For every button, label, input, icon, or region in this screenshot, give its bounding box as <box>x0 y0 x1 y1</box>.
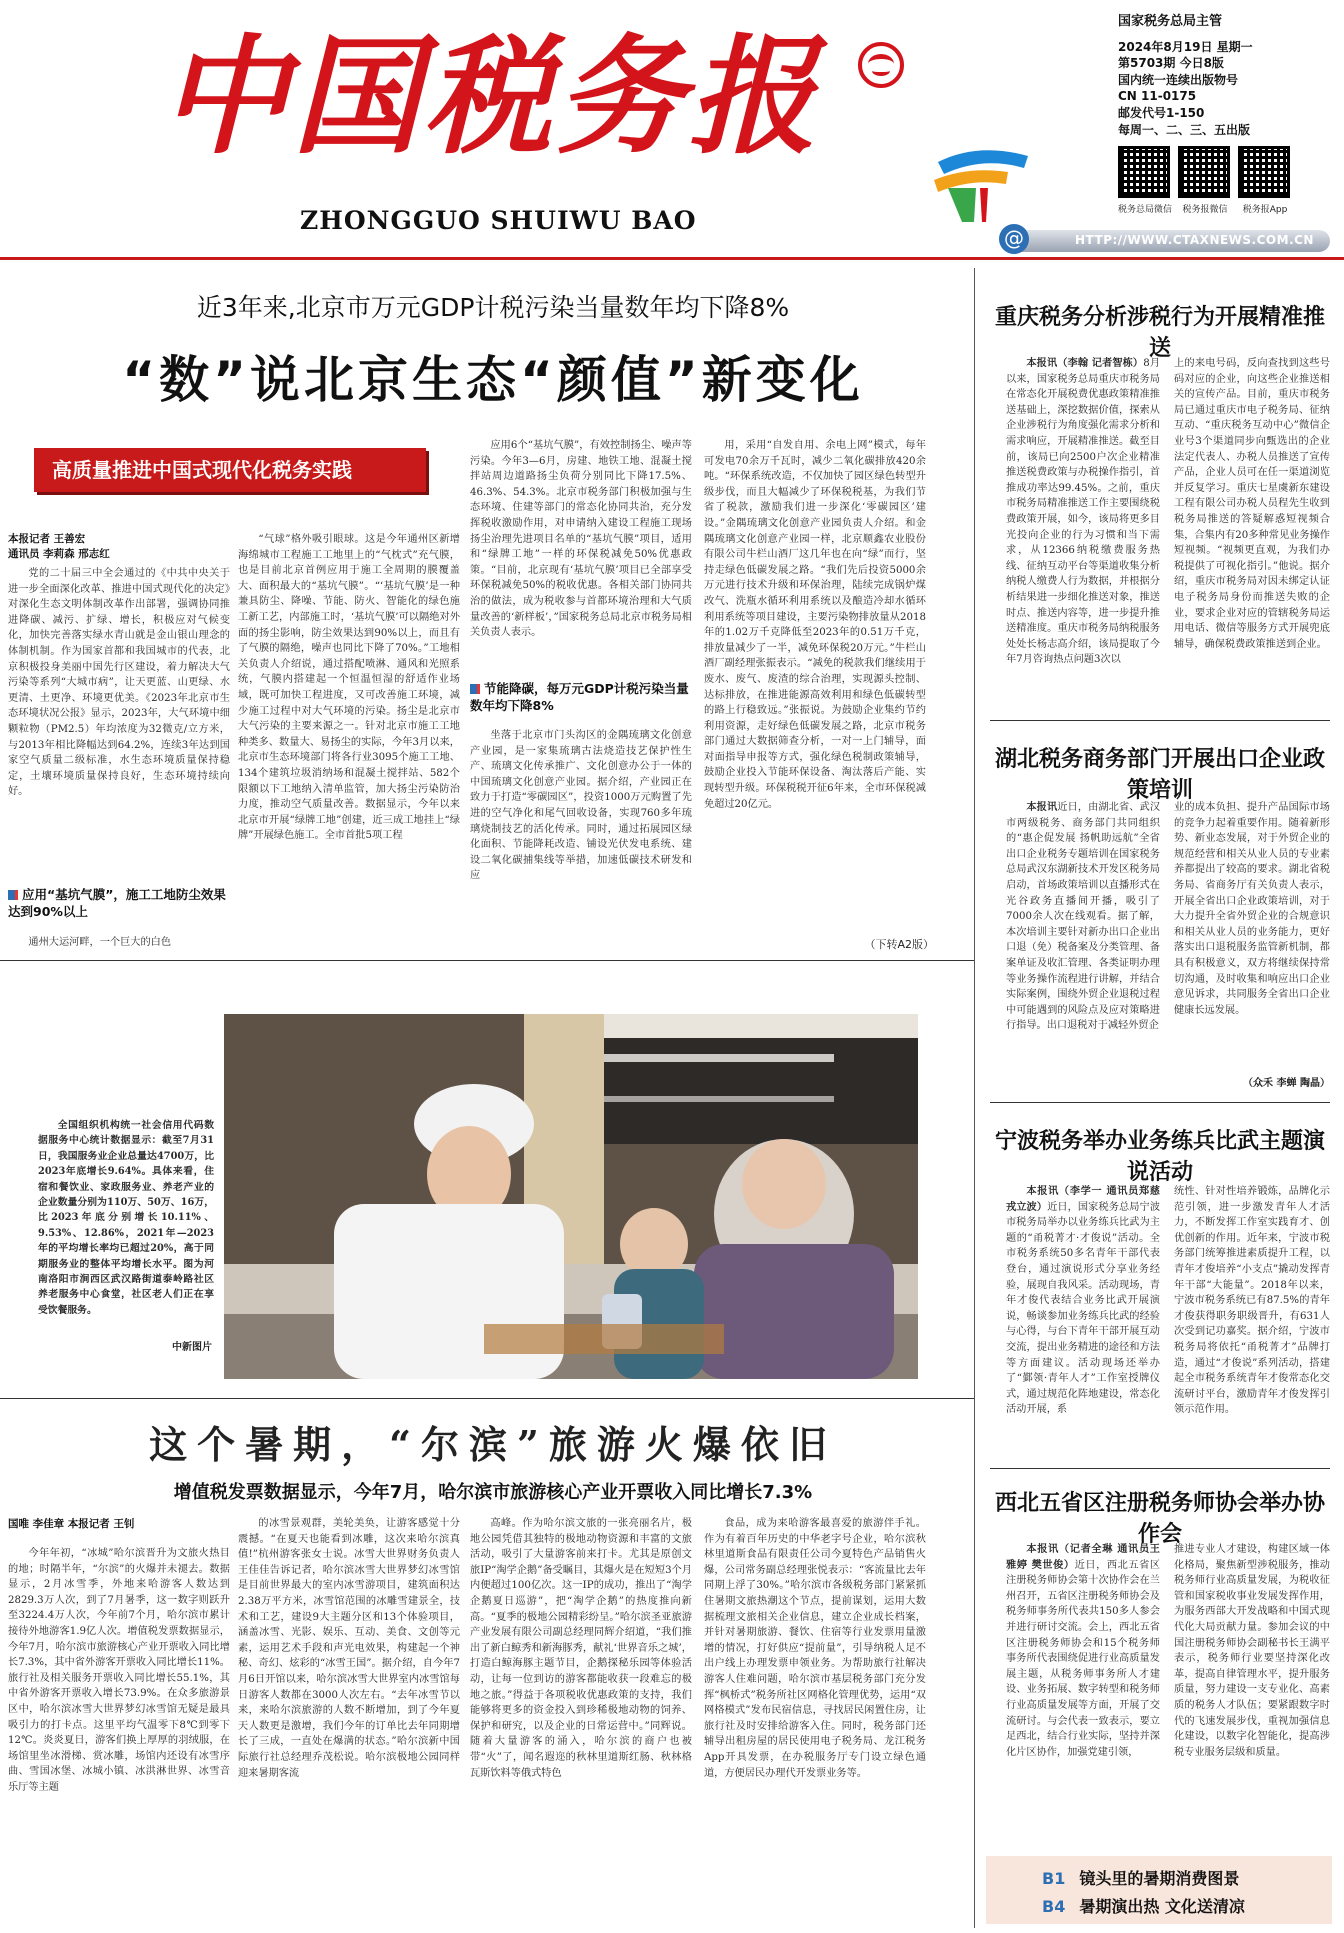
qr-code-icon <box>1238 146 1290 198</box>
story-byline: 本报讯（李翰 记者智栋） <box>1026 358 1144 369</box>
sidebar-col: 本报讯近日，由湖北省、武汉市两级税务、商务部门共同组织的“惠企促发展 扬帆助远航”全省出口企业税务专题培训在国家税务总局武汉东湖新技术开发区税务局启动，首场政策培训以直播形式在光谷政务直播间开播，吸引了7000余人次在线观看。据了解，本次培训主要针对新办出口企业出口退（免）税备案及分类管理、备案单证及收汇管理、各类证明办理等业务操作流程进行讲解，并结合实际案例，围绕外贸企业退税过程中可能遇到的风险点及应对策略进行指导。出口退税对于减轻外贸企 <box>1006 802 1160 1032</box>
frequency: 每周一、二、三、五出版 <box>1118 122 1251 137</box>
sidebar-col: 上的来电号码，反向查找到这些号码对应的企业，向这些企业推送相关的宣传产品。目前，重庆市税务局已通过重庆市电子税务局、征纳互动、“重庆税务互动中心”微信企业号3个渠道同步向甄选出的企业法定代表人、办税人员推送了宣传产品，企业人员可在任一渠道浏览并反复学习。重庆七星虞新东建设工程有限公司办税人员程先生收到税务局推送的答疑解惑短视频合集，合集内有20多种常见业务操作短视频。“视频更直观，为我们办税提供了可视化指引。”他说。据介绍，重庆市税务局对因未绑定认证电子税务局身份而推送失败的企业，要求企业对应的管辖税务局运用电话、微信等服务方式开展兜底辅导，确保税费政策推送到企业。 <box>1174 358 1330 650</box>
lead-col-3: 应用6个“基坑气膜”，有效控制扬尘、噪声等污染。今年3—6月，房建、地铁工地、混凝土搅拌站周边道路扬尘负荷分别同比下降17.5%、46.3%、54.3%。北京市税务部门积极加强与生态环境、住建等部门的常态化协同共治，充分发挥税收激励作用，对申请纳入建设工程施工现场扬尘治理先进项目名单的“基坑气膜”项目，适用和“绿牌工地”一样的环保税减免50%优惠政策。“目前，北京现有‘基坑气膜’项目已全部享受环保税减免50%的税收优惠。各相关部门协同共治的做法，成为税收参与首都环境治理和大气质量改善的‘新样板’，”国家税务总局北京市税务局相关负责人表示。 <box>470 440 692 639</box>
story-byline: 本报讯（李学一 通讯员郑慈 戎立波） <box>1006 1186 1160 1213</box>
lead-subhead-1: 应用“基坑气膜”，施工工地防尘效果达到90%以上 <box>8 887 226 919</box>
lead-byline: 本报记者 王善宏 通讯员 李莉森 邢志红 <box>8 533 110 560</box>
subhead-marker-icon <box>8 890 18 900</box>
sidebar-headline-chongqing: 重庆税务分析涉税行为开展精准推送 <box>994 305 1325 361</box>
harbin-title: 这个暑期，“尔滨”旅游火爆依旧 <box>149 1422 837 1467</box>
page-index <box>986 1856 1332 1924</box>
lead-col-4: 用，采用“自发自用、余电上网”模式，每年可发电70余万千瓦时，减少二氧化碳排放420余吨。“环保系统改造，不仅加快了园区绿色转型升级步伐，而且大幅减少了环保税税基，为我们节省了税款，激励我们进一步深化‘零碳园区’建设。”金隅琉璃文化创意产业园负责人介绍。和金隅琉璃文化创意产业园一样，北京顺鑫农业股份有限公司牛栏山酒厂这几年也在向“绿”而行，坚持走绿色低碳发展之路。“我们先后投资5000余万元进行技术升级和环保治理，陆续完成锅炉煤改气、洗瓶水循环利用系统以及酿造冷却水循环利用系统等项目建设，主要污染物排放量从2018年的1.02万千克降低至2023年的0.51万千克，排放量减少了一半，减免环保税20万元。”牛栏山酒厂副经理张振表示。“减免的税款我们继续用于废水、废气、废渣的综合治理，实现源头控制、达标排放，在推进能源高效利用和绿色低碳转型的路上行稳致远。”张振说。为鼓励企业集约节约利用资源，走好绿色低碳发展之路，北京市税务部门通过大数据筛查分析，一对一上门辅导，面对面指导申报等方式，强化绿色税制政策辅导，鼓励企业投入节能环保设备、淘汰落后产能、实现转型升级。环保税税开征6年来，全市环保税减免超过20亿元。 <box>704 440 926 810</box>
story-signature: （众禾 李蝉 陶晶） <box>1243 1078 1330 1089</box>
sidebar-headline-northwest: 西北五省区注册税务师协会举办协作会 <box>994 1491 1325 1547</box>
masthead-pinyin: ZHONGGUO SHUIWU BAO <box>300 206 697 235</box>
index-page: B1 <box>1042 1869 1066 1888</box>
qr-label: 税务报App <box>1242 205 1288 215</box>
harbin-col-2: 的冰雪景观群，美轮美奂，让游客感觉十分震撼。“在夏天也能看到冰雕，这次来哈尔滨真值!”杭州游客张女士说。冰雪大世界财务负责人王佳佳告诉记者，哈尔滨冰雪大世界梦幻冰雪馆是目前世界最大的室内冰雪游项目，建筑面积达2.38万平方米，冰雪馆范围的冰雕雪建景全，技术和工艺，建设9大主题分区和13个体验项目，涵盖冰雪、光影、娱乐、互动、美食、文创等元素，运用艺术手段和声光电效果，构建起一个神秘、奇幻、炫彩的“冰雪王国”。据介绍，自今年7月6日开馆以来，哈尔滨冰雪大世界室内冰雪馆每日游客人数都在3000人次左右。“去年冰雪节以来，来哈尔滨旅游的人数不断增加，到了今年夏天人数更是激增，我们今年的订单比去年同期增长了三成，一直处在爆满的状态。”哈尔滨新中国际旅行社总经理乔茂松说。哈尔滨极地公园同样迎来暑期客流 <box>238 1518 460 1779</box>
masthead-info <box>1118 14 1328 138</box>
lead-kicker: 近3年来,北京市万元GDP计税污染当量数年均下降8% <box>196 293 790 322</box>
qr-label: 税务总局微信 <box>1117 205 1172 215</box>
qr-group <box>1118 146 1328 216</box>
harbin-byline: 国唯 李佳章 本报记者 王钊 <box>8 1518 135 1530</box>
sidebar-story-ningbo <box>1006 1184 1330 1460</box>
cn-number: CN 11-0175 <box>1118 89 1197 104</box>
sidebar-rule <box>990 1468 1330 1469</box>
qr-code-icon <box>1118 146 1170 198</box>
index-title: 镜头里的暑期消费图景 <box>1079 1869 1240 1888</box>
sidebar-headline-hubei: 湖北税务商务部门开展出口企业政策培训 <box>994 747 1325 803</box>
section-rule <box>0 1398 974 1399</box>
sponsor: 国家税务总局主管 <box>1118 14 1223 29</box>
sidebar-col: 本报讯（记者全琳 通讯员王雅婷 樊世俊）近日，西北五省区注册税务师协会第十次协作会在兰州召开，五省区注册税务师协会及税务师事务所代表共150多人参会并进行研讨交流。会上，西北五省区注册税务师协会和15个税务师事务所代表围绕促进行业高质量发展主题，从税务师事务所人才建设、业务拓展、数字转型和税务师行业高质量发展等方面，开展了交流研讨。与会代表一致表示，要立足西北，结合行业实际，坚持并深化片区协作，加强党建引领， <box>1006 1544 1160 1758</box>
harbin-col-4: 食品，成为来哈游客最喜爱的旅游伴手礼。作为有着百年历史的中华老字号企业，哈尔滨秋林里道斯食品有限责任公司今夏特色产品销售火爆，公司常务副总经理张悦表示：“客流量比去年同期上浮了30%。”哈尔滨市各级税务部门紧紧抓住暑期文旅热潮这个节点，提前谋划，运用大数据梳理文旅相关企业信息，建立企业成长档案，并针对暑期旅游、餐饮、住宿等行业发票用量激增的情况，打好供应“提前量”，引导纳税人足不出户线上办理发票申领业务。为帮助旅行社解决游客人住难问题，哈尔滨市基层税务部门充分发挥“枫桥式”税务所社区网格化管理优势，运用“双网格模式”发布民宿信息，寻找居民闲置住房，让旅行社及时安排给游客入住。同时，税务部门还辅导出租房屋的居民使用电子税务局、龙江税务App开具发票，在办税服务厅专门设立绿色通道，方便居民办理代开发票业务等。 <box>704 1518 926 1779</box>
url-bar[interactable] <box>1004 226 1330 252</box>
section-rule <box>0 960 974 961</box>
masthead-rule <box>0 257 1344 260</box>
lead-subhead-2: 节能降碳，每万元GDP计税污染当量数年均下降8% <box>470 681 689 713</box>
sidebar-divider <box>974 268 975 1928</box>
masthead <box>0 0 1344 255</box>
harbin-col-1: 今年年初，“冰城”哈尔滨晋升为文旅火热目的地；时隔半年，“尔滨”的火爆并未褪去。数据显示，2月冰雪季，外地来哈游客人数达到2829.3万人次，到了7月暑季，这一数字则跃升至3224.4万人次，今年前7个月，哈尔滨市累计接待外地游客1.9亿人次。增值税发票数据显示，今年7月，哈尔滨市旅游核心产业开票收入同比增长7.3%，其中省外游客开票收入同比增长11%。旅行社及相关服务开票收入同比增长55.1%，其中省外游客开票收入增长73.9%。在众多旅游景区中，哈尔滨冰雪大世界梦幻冰雪馆无疑是最具吸引力的打卡点。这里平均气温零下8℃到零下12℃。炎炎夏日，游客们换上厚厚的羽绒服，在场馆里坐冰滑梯、赏冰雕，场馆内还设有冰雪序曲、雪国冰堡、冰城小镇、冰洪淋世界、冰雪音乐厅等主题 <box>8 1548 230 1793</box>
sidebar-col: 本报讯（李翰 记者智栋）8月以来，国家税务总局重庆市税务局在常态化开展税费优惠政策精准推送基础上，深挖数据价值，探索从企业涉税行为角度强化需求分析和需求响应，开展精准推送。截至目前，该局已向2500户次企业精准推送税费政策与办税操作指引，首推成功率达99.45%。之前，重庆市税务局精准推送工作主要围绕税费政策开展，如今，该局将更多目光投向企业的行为习惯和当下需求，从12366纳税缴费服务热线、征纳互动平台等渠道收集分析纳税人缴费人行为数据，并根据分析结果进一步细化推送对象，推送时点、推送内容等，进一步提升推送精准度。重庆市税务局纳税服务处处长杨志高介绍，该局提取了今年7月咨询热点问题3次以 <box>1006 358 1160 666</box>
sidebar-col: 业的成本负担、提升产品国际市场的竞争力起着重要作用。随着新形势、新业态发展，对于外贸企业的规范经营和相关从业人员的专业素养都提出了较高的要求。湖北省税务局、省商务厅有关负责人表示，开展全省出口企业政策培训，对于大力提升全省外贸企业的合规意识和相关从业人员的业务能力，更好落实出口退税服务监管新机制，都具有积极意义，双方将继续保持常切沟通，及时收集和响应出口企业意见诉求，共同服务全省出口企业健康长远发展。 <box>1174 802 1330 1016</box>
at-icon: @ <box>999 224 1029 254</box>
sidebar-rule <box>990 720 1330 721</box>
serial-label: 国内统一连续出版物号 <box>1118 72 1239 87</box>
story-byline: 本报讯 <box>1026 802 1058 813</box>
qr-label: 税务报微信 <box>1182 205 1228 215</box>
story-byline: 本报讯（记者全琳 通讯员王雅婷 樊世俊） <box>1006 1544 1160 1571</box>
lead-col-3b: 坐落于北京市门头沟区的金隅琉璃文化创意产业园，是一家集琉璃古法烧造技艺保护性生产、琉璃文化传承推广、文化创意办公于一体的中国琉璃文化创意产业园。据介绍，产业园正在致力于打造“零碳园区”，投资1000万元购置了先进的空气净化和尾气回收设备，实现760多年琉璃烧制技艺的活化传承。同时，通过拓展园区绿化面积、节能降耗改造、铺设光伏发电系统、建设二氧化碳捕集线等举措，加速低碳技术研发和应 <box>470 730 692 882</box>
sidebar-col: 本报讯（李学一 通讯员郑慈 戎立波）近日，国家税务总局宁波市税务局举办以业务练兵比武为主题的“甬税菁才·才俊说”活动。全市税务系统50多名青年干部代表登台，通过演说形式分享业务经验，展现自我风采。活动现场，青年才俊代表结合业务比武开展演说，畅谈参加业务练兵比武的经验与心得，与台下青年干部开展互动交流，提出业务精进的途径和方法等方面建议。活动现场还举办了“鄞领·青年人才”工作室授牌仪式，通过规范化阵地建设，常态化活动开展，系 <box>1006 1186 1160 1416</box>
sidebar-story-hubei <box>1006 800 1330 1090</box>
index-item[interactable] <box>1042 1866 1239 1889</box>
issue-number: 第5703期 今日8版 <box>1118 56 1224 71</box>
photo-credit: 中新图片 <box>172 1342 212 1353</box>
lead-jump[interactable]: （下转A2版） <box>864 938 934 951</box>
sidebar-rule <box>990 1102 1330 1103</box>
lead-banner: 高质量推进中国式现代化税务实践 <box>34 448 426 492</box>
lead-col-1: 党的二十届三中全会通过的《中共中央关于进一步全面深化改革、推进中国式现代化的决定》对深化生态文明体制改革作出部署，强调协同推进降碳、减污、扩绿、增长，积极应对气候变化，加快完善落实绿水青山就是金山银山理念的体制机制。作为国家首都和我国城市的代表，北京积极投身美丽中国先行区建设，着力解决大气污染等系列“大城市病”，让天更蓝、山更绿、水更清、土更净、环境更优美。《2023年北京市生态环境状况公报》显示，2023年，大气环境中细颗粒物（PM2.5）年均浓度为32微克/立方米，与2013年相比降幅达到64.2%，连续3年达到国家空气质量二级标准，水生态环境质量保持稳定，土壤环境质量保持良好，生态环境持续向好。 <box>8 568 230 798</box>
masthead-title: 中国税务报 <box>160 22 821 172</box>
sidebar-col: 统性、针对性培养锻炼，品牌化示范引领，进一步激发青年人才活力，不断发挥工作室实践育才、创优创新的作用。近年来，宁波市税务部门统筹推进素质提升工程，以青年才俊培养“小支点”撬动发挥青年干部“大能量”。2018年以来，宁波市税务系统已有87.5%的青年才俊获得职务职级晋升，有631人次受到记功嘉奖。据介绍，宁波市税务局将依托“甬税菁才”品牌打造，通过“才俊说”系列活动，搭建起全市税务系统青年才俊常态化交流研讨平台，激励青年才俊发挥引领示范作用。 <box>1174 1186 1330 1416</box>
sidebar-headline-ningbo: 宁波税务举办业务练兵比武主题演说活动 <box>994 1129 1325 1185</box>
qr-code-icon <box>1178 146 1230 198</box>
subhead-marker-icon <box>470 684 480 694</box>
lead-col-1-end: 通州大运河畔，一个巨大的白色 <box>28 937 172 948</box>
index-item[interactable] <box>1042 1894 1245 1917</box>
lead-col-2: “气球”格外吸引眼球。这是今年通州区新增海绵城市工程施工工地里上的“气枕式”充气膜，也是目前北京首例应用于施工全周期的膜覆盖大、面积最大的“基坑气膜”。“‘基坑气膜’是一种兼具防尘、降噪、节能、防火、智能化的绿色施工新工艺，内部施工时，‘基坑气膜’可以隔绝对外面的扬尘影响，防尘效果达到90%以上，而且有了气膜的隔绝，噪声也同比下降了70%。”工地相关负责人介绍说，通过搭配喷淋、通风和光照系统，气膜内搭建起一个恒温恒湿的舒适作业场域，既可加快工程进度，又可改善施工环境，减少施工过程中对大气环境的污染。扬尘是北京市大气污染的主要来源之一。针对北京市施工工地种类多、数量大、易扬尘的实际，今年3月以来，北京市生态环境部门将各行业3095个施工工地、134个建筑垃圾消纳场和混凝土搅拌站、582个限额以下工地纳入清单监管，加大扬尘污染防治力度，推动空气质量改善。数据显示，今年以来北京市开展“绿牌工地”创建，近三成工地挂上“绿牌”开展绿色施工。全市首批5项工程 <box>238 534 460 842</box>
site-url[interactable]: HTTP://WWW.CTAXNEWS.COM.CN <box>1075 233 1314 247</box>
sidebar-story-northwest <box>1006 1542 1330 1838</box>
harbin-subtitle: 增值税发票数据显示，今年7月，哈尔滨市旅游核心产业开票收入同比增长7.3% <box>173 1482 813 1503</box>
photo-caption: 全国组织机构统一社会信用代码数据服务中心统计数据显示：截至7月31日，我国服务业企业总量达4700万，比2023年底增长9.64%。具体来看，住宿和餐饮业、家政服务业、养老产业的企业数量分别为110万、50万、16万，比2023年底分别增长10.11%、9.53%、12.86%，2021年—2023年的平均增长率均已超过20%，高于同期服务业的整体平均增长水平。图为河南洛阳市涧西区武汉路街道泰岭路社区养老服务中心食堂，社区老人们正在享受饮餐服务。 <box>38 1120 214 1316</box>
postal-code: 邮发代号1-150 <box>1118 105 1205 120</box>
index-page: B4 <box>1042 1897 1066 1916</box>
masthead-emblem <box>858 42 904 88</box>
harbin-col-3: 高峰。作为哈尔滨文旅的一张亮丽名片，极地公园凭借其独特的极地动物资源和丰富的文旅活动，吸引了大量游客前来打卡。尤其是原创文旅IP“淘学企鹅”备受瞩目，其爆火是在短短3个月内便超过100亿次。这一IP的成功，推出了“淘学企鹅夏日巡游”，把“淘学企鹅”的热度推向新高。“夏季的极地公园精彩纷呈。”哈尔滨圣亚旅游产业发展有限公司副总经理同辉介绍道，“我们推出了新白鲸秀和新海豚秀，献礼‘世界音乐之城’，打造白鲸海豚主题节目，企鹅探秘乐园等体验活动，让每一位到访的游客都能收获一段难忘的极地之旅。”得益于各项税收优惠政策的支持，我们能够将更多的资金投入到珍稀极地动物的饲养、保护和研究，以及企业的日常运营中。”同辉说。随着大量游客的涌入，哈尔滨的商户也被带“火”了，闻名遐迩的秋林里道斯红肠、秋林格瓦斯饮料等俄式特色 <box>470 1518 692 1779</box>
lead-title: “数”说北京生态“颜值”新变化 <box>122 351 864 409</box>
index-title: 暑期演出热 文化送清凉 <box>1079 1897 1245 1916</box>
ctax-logo-icon <box>928 142 1038 222</box>
sidebar-col: 推进专业人才建设，构建区域一体化格局，聚焦新型涉税服务，推动税务师行业高质量发展，为税收征管和国家税收事业发展发挥作用，为服务西部大开发战略和中国式现代化大局贡献力量。参加会议的中国注册税务师协会副秘书长王满平表示，税务师行业要坚持深化改革，提高自律管理水平，提升服务质量，努力建设一支专业化、高素质的税务人才队伍；要紧跟数字时代的飞速发展步伐，重视加强信息化建设，以数字化智能化，提高涉税专业服务层级和质量。 <box>1174 1544 1330 1758</box>
issue-date: 2024年8月19日 星期一 <box>1118 39 1253 54</box>
sidebar-story-chongqing <box>1006 356 1330 704</box>
news-photo <box>224 1014 918 1379</box>
